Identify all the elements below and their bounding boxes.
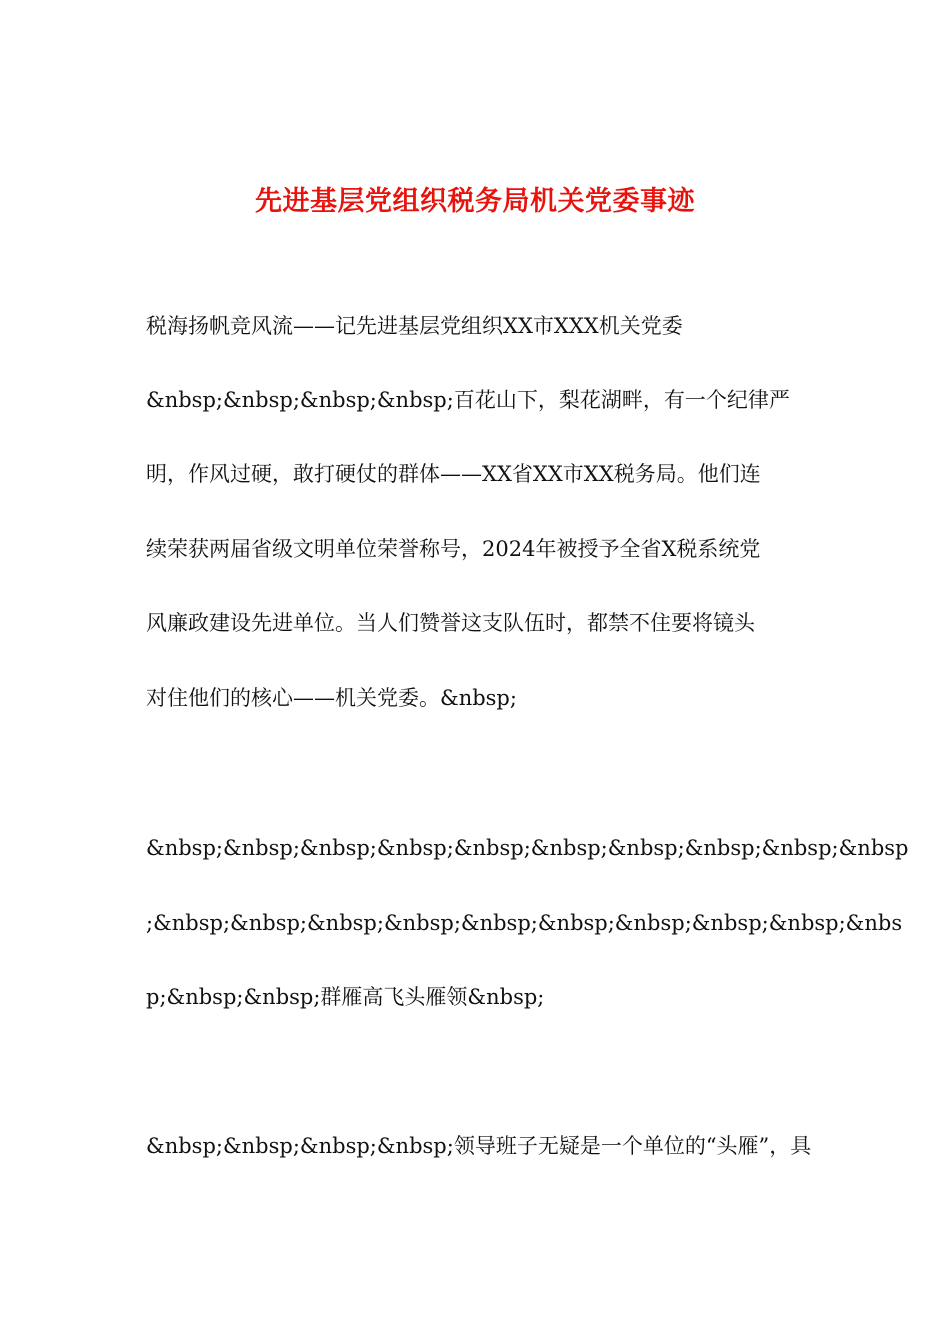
document-title: 先进基层党组织税务局机关党委事迹 xyxy=(255,186,695,217)
body-line: 明，作风过硬，敢打硬仗的群体——XX省XX市XX税务局。他们连 xyxy=(146,462,761,486)
body-line: &nbsp;&nbsp;&nbsp;&nbsp;领导班子无疑是一个单位的“头雁”，具 xyxy=(146,1134,812,1158)
section-heading-line: p;&nbsp;&nbsp;群雁高飞头雁领&nbsp; xyxy=(146,985,545,1009)
body-line: &nbsp;&nbsp;&nbsp;&nbsp;百花山下，梨花湖畔，有一个纪律严 xyxy=(146,388,790,412)
body-line: ;&nbsp;&nbsp;&nbsp;&nbsp;&nbsp;&nbsp;&nbsp;&nbsp;&nbsp;&nbs xyxy=(146,911,903,935)
body-line: 对住他们的核心——机关党委。&nbsp; xyxy=(146,686,517,710)
body-line: 续荣获两届省级文明单位荣誉称号，2024年被授予全省X税系统党 xyxy=(146,537,761,561)
body-line: &nbsp;&nbsp;&nbsp;&nbsp;&nbsp;&nbsp;&nbsp;&nbsp;&nbsp;&nbsp xyxy=(146,836,909,860)
body-line: 税海扬帆竞风流——记先进基层党组织XX市XXX机关党委 xyxy=(146,314,683,338)
body-line: 风廉政建设先进单位。当人们赞誉这支队伍时，都禁不住要将镜头 xyxy=(146,611,755,635)
